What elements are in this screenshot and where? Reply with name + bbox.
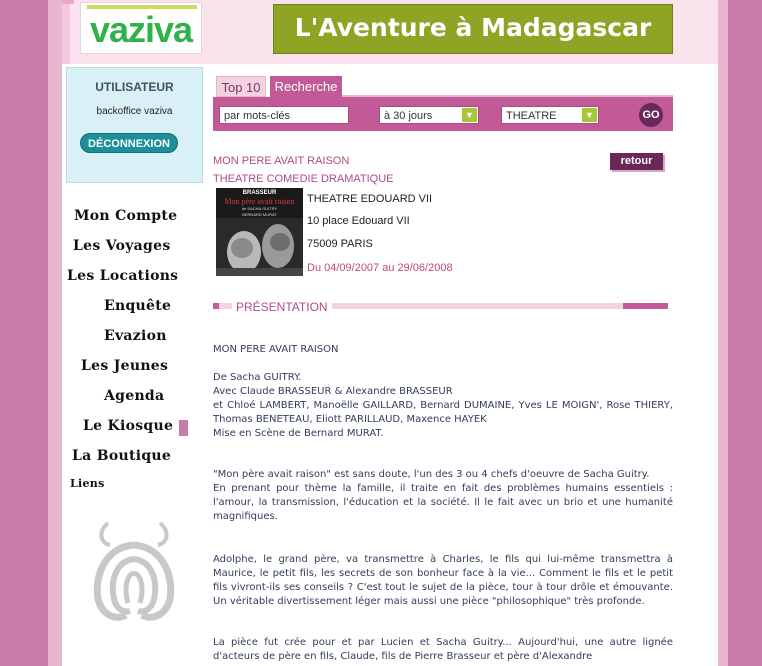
chevron-down-icon: ▼ (462, 108, 477, 122)
menu-item-liens[interactable]: Liens (70, 477, 105, 490)
madagascar-banner[interactable] (273, 4, 673, 54)
credits-block (213, 371, 673, 441)
user-box-title: UTILISATEUR (95, 80, 174, 94)
menu-item-enquete[interactable]: Enquête (104, 298, 172, 314)
menu-item-evazion[interactable]: Evazion (104, 328, 167, 344)
poster-director: BERNARD MURAT (242, 212, 277, 217)
menu-item-les-voyages[interactable]: Les Voyages (73, 238, 171, 254)
user-name: backoffice vaziva (96, 106, 173, 117)
paragraph-history: La pièce fut crée pour et par Lucien et Sacha Guitry... Aujourd'hui, une autre lignée d'acteurs de père en fils, Claude, fils de Pierre Brasseur et père d'Alexandre (213, 637, 673, 662)
paragraph-story: Adolphe, le grand père, va transmettre à Charles, le fils qui lui-même transmettra à Maurice, le petit fils, les secrets de son bonheur face à la vie... Comment le fils et le petit fils vivront-ils ses conseils ? C'est tout le sujet de la pièce, tour à tour drôle et émouvante. Un véritable divertissement léger mais aussi une pièce "philosophique" très profonde. (213, 554, 673, 607)
right-stripe-light (718, 0, 728, 666)
left-stripe-light (48, 0, 62, 666)
menu-item-agenda[interactable]: Agenda (104, 388, 165, 404)
category-select-value: THEATRE (506, 110, 557, 122)
period-select[interactable] (379, 106, 479, 124)
menu-item-le-kiosque[interactable]: Le Kiosque (83, 418, 174, 434)
period-select-value: à 30 jours (384, 110, 433, 122)
left-stripe (0, 0, 48, 666)
chevron-down-icon: ▼ (582, 108, 597, 122)
logout-button[interactable]: DÉCONNEXION (80, 133, 178, 153)
event-category: THEATRE COMEDIE DRAMATIQUE (213, 173, 394, 185)
poster-photo (216, 218, 303, 276)
event-title: MON PERE AVAIT RAISON (213, 155, 350, 167)
back-button[interactable]: retour (610, 153, 663, 170)
poster-actor: BRASSEUR (242, 190, 277, 196)
presentation-title: MON PERE AVAIT RAISON (213, 344, 339, 355)
credit-director: Mise en Scène de Bernard MURAT. (213, 428, 384, 439)
banner-text: L'Aventure à Madagascar (294, 13, 652, 42)
event-dates: Du 04/09/2007 au 29/06/2008 (307, 262, 453, 274)
credit-author: De Sacha GUITRY. (213, 372, 302, 383)
credit-leads: Avec Claude BRASSEUR & Alexandre BRASSEUR (213, 386, 453, 397)
header-deco (62, 0, 74, 4)
presentation-heading: PRÉSENTATION (232, 300, 332, 314)
right-stripe (728, 0, 762, 666)
menu-item-les-locations[interactable]: Les Locations (67, 268, 179, 284)
poster-title: Mon père avait raison (224, 197, 295, 206)
menu-item-la-boutique[interactable]: La Boutique (72, 448, 172, 464)
keywords-input[interactable]: par mots-clés (219, 106, 349, 124)
tab-top-10[interactable]: Top 10 (216, 76, 266, 97)
venue-city: 75009 PARIS (307, 238, 373, 250)
credit-cast: et Chloé LAMBERT, Manoëlle GAILLARD, Bernard DUMAINE, Yves LE MOIGN', Rose THIERY, Thomas BENETEAU, Eliott PARILLAUD, Maxence HAYEK (213, 400, 673, 425)
user-box (66, 67, 203, 183)
intro-line-2: En prenant pour thème la famille, il traite en fait des problèmes humains essentiels : l'amour, la transmission, l'éducation et la société. Il le fait avec un brio et une humanité magnifiques. (213, 483, 673, 522)
active-menu-marker (179, 420, 188, 436)
venue-name: THEATRE EDOUARD VII (307, 193, 433, 205)
poster-author: de SACHA GUITRY (241, 206, 278, 211)
tab-recherche[interactable]: Recherche (270, 76, 342, 97)
menu-item-mon-compte[interactable]: Mon Compte (74, 208, 178, 224)
site-logo[interactable] (80, 2, 202, 54)
event-poster (216, 188, 303, 276)
logo-text: vaziva (89, 9, 193, 50)
header-corner (62, 0, 70, 64)
paragraph-intro (213, 468, 673, 524)
menu-item-les-jeunes[interactable]: Les Jeunes (81, 358, 169, 374)
go-button[interactable]: GO (639, 103, 663, 127)
venue-address: 10 place Edouard VII (307, 215, 410, 227)
category-select[interactable] (501, 106, 599, 124)
tribal-ornament-icon (86, 515, 182, 625)
intro-line-1: "Mon père avait raison" est sans doute, l'un des 3 ou 4 chefs d'oeuvre de Sacha Guitry. (213, 469, 650, 480)
